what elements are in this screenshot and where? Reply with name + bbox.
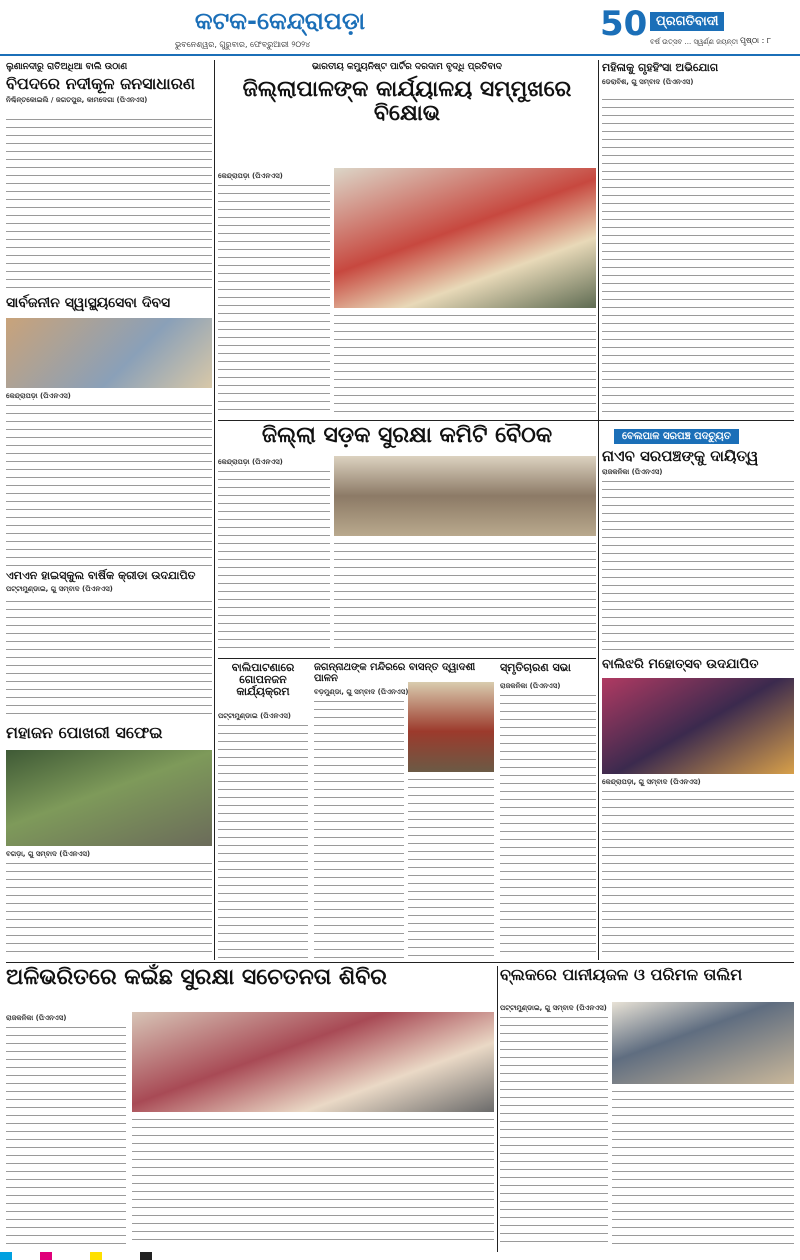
article-headline: ବିପଦରେ ନଦୀକୂଳ ଜନସାଧାରଣ bbox=[6, 74, 195, 93]
article-protest bbox=[218, 62, 596, 417]
article-kicker: ଭାରତୀୟ କମ୍ୟୁନିଷ୍ଟ ପାର୍ଟିର ଦରଦାମ ବୃଦ୍ଧି ପ୍ରତିବାଦ bbox=[312, 62, 502, 72]
article-body bbox=[6, 860, 212, 958]
article-headline: ମହାଜନ ପୋଖରୀ ସଫେଇ bbox=[6, 723, 163, 742]
article-headline: ଏମଏନ ହାଇସ୍କୁଲ ବାର୍ଷିକ କ୍ରୀଡା ଉଦଯାପିତ bbox=[6, 569, 196, 582]
article-body-2 bbox=[334, 540, 596, 652]
masthead bbox=[0, 0, 800, 56]
article-body bbox=[602, 788, 794, 958]
training-photo bbox=[612, 1002, 794, 1084]
article-byline: କେନ୍ଦ୍ରାପଡ଼ା (ପିଏନଏସ) bbox=[6, 392, 71, 400]
article-body-2 bbox=[408, 776, 494, 958]
article-byline: ପଟ୍ଟାମୁଣ୍ଡାଇ (ପିଏନଏସ) bbox=[218, 712, 291, 720]
article-headline: ବାଲିପାଟଣାରେ ଗୋପନଜନ କାର୍ଯ୍ୟକ୍ରମ bbox=[231, 661, 295, 699]
article-body bbox=[602, 478, 794, 654]
article-body bbox=[500, 1014, 608, 1246]
article-balijhari bbox=[602, 658, 794, 958]
logo-number: 50 bbox=[600, 4, 648, 44]
article-health-day bbox=[6, 296, 212, 566]
article-body-2 bbox=[612, 1088, 794, 1246]
article-headline: ବାଲିଝରି ମହୋତ୍ସବ ଉଦଯାପିତ bbox=[602, 657, 759, 672]
article-domestic-violence bbox=[602, 62, 794, 417]
article-headline: ସ୍ମୃତିଚାରଣ ସଭା bbox=[500, 661, 571, 674]
health-day-photo bbox=[6, 318, 212, 388]
road-safety-meeting-photo bbox=[334, 456, 596, 536]
logo-name: ପ୍ରଗତିବାଦୀ bbox=[650, 12, 724, 31]
article-sarpanch bbox=[602, 424, 794, 654]
article-water-training bbox=[500, 966, 794, 1246]
article-body-2 bbox=[132, 1116, 494, 1246]
divider bbox=[218, 420, 794, 421]
registration-marks bbox=[0, 1252, 800, 1260]
turtle-camp-photo bbox=[132, 1012, 494, 1112]
article-byline: ନିଶ୍ଚିନ୍ତକୋଇଲି / ଜଗତପୁର, କାମଦେଗା (ପିଏନଏସ) bbox=[6, 95, 148, 104]
pond-cleaning-photo bbox=[6, 750, 212, 846]
article-byline: ପଟ୍ଟାମୁଣ୍ଡାଇ, ଗୁ ସମ୍ବାଦ (ପିଏନଏସ) bbox=[6, 585, 113, 594]
article-byline: ପଟ୍ଟାମୁଣ୍ଡାଇ, ଗୁ ସମ୍ବାଦ (ପିଏନଏସ) bbox=[500, 1004, 607, 1012]
section-tag: ବେଲପାଳ ସରପଞ୍ଚ ପଦଚ୍ୟୁତ bbox=[614, 429, 739, 444]
article-body bbox=[500, 692, 596, 958]
article-sand-mining bbox=[6, 62, 212, 294]
divider bbox=[6, 962, 794, 963]
article-body bbox=[218, 468, 330, 648]
article-sports bbox=[6, 570, 212, 720]
article-byline: କେନ୍ଦ୍ରାପଡ଼ା (ପିଏନଏସ) bbox=[218, 458, 283, 466]
article-byline: କେନ୍ଦ୍ରାପଡ଼ା (ପିଏନଏସ) bbox=[218, 172, 283, 180]
article-headline: ଜିଲ୍ଲାପାଳଙ୍କ କାର୍ଯ୍ୟାଳୟ ସମ୍ମୁଖରେ ବିକ୍ଷୋଭ bbox=[242, 77, 572, 127]
article-headline: ଜିଲ୍ଲା ସଡ଼କ ସୁରକ୍ଷା କମିଟି ବୈଠକ bbox=[261, 423, 553, 448]
festival-stage-photo bbox=[602, 678, 794, 774]
article-body bbox=[6, 1024, 126, 1246]
article-byline: ରାଜକନିକା (ପିଏନଏସ) bbox=[6, 1014, 67, 1022]
article-body bbox=[6, 402, 212, 566]
article-body bbox=[6, 116, 212, 294]
article-headline: ସାର୍ବଜନୀନ ସ୍ୱାସ୍ଥ୍ୟସେବା ଦିବସ bbox=[6, 295, 171, 311]
article-headline: ମହିଳାକୁ ଗୃହହିଂସା ଅଭିଯୋଗ bbox=[602, 61, 719, 74]
temple-altar-photo bbox=[408, 682, 494, 772]
article-headline: ନାଏବ ସରପଞ୍ଚଙ୍କୁ ଦାୟିତ୍ୱ bbox=[602, 447, 759, 465]
article-pond bbox=[6, 724, 212, 958]
article-body bbox=[218, 722, 308, 958]
divider bbox=[218, 658, 596, 659]
logo-tag: ବର୍ଷ ଉତ୍ସବ ... ସ୍ୱର୍ଣ୍ଣ ଜୟନ୍ତୀ bbox=[650, 38, 739, 46]
article-kicker: ଲୁଣାନଦୀରୁ ରାତିଅଧିଆ ବାଲି ଉଠାଣ bbox=[6, 62, 128, 72]
article-memorial bbox=[500, 662, 596, 958]
article-turtle-camp bbox=[6, 966, 494, 1246]
column-rule bbox=[214, 60, 215, 960]
article-byline: ରାଜକନିକା (ପିଏନଏସ) bbox=[500, 682, 561, 690]
article-headline: ବ୍ଲକରେ ପାନୀୟଜଳ ଓ ପରିମଳ ତାଲିମ bbox=[500, 965, 743, 984]
article-body bbox=[602, 96, 794, 416]
article-body bbox=[314, 698, 404, 958]
protest-banner-photo bbox=[334, 168, 596, 308]
article-body bbox=[6, 598, 212, 720]
article-byline: ବଡ଼ମୁଣ୍ଡା, ଗୁ ସମ୍ବାଦ (ପିଏନଏସ) bbox=[314, 688, 409, 696]
dateline: ଭୁବନେଶ୍ୱର, ଗୁରୁବାର, ଫେବ୍ରୁଆରୀ ୨୦୨୪ bbox=[175, 40, 311, 49]
article-byline: ଡେରାବିଶ, ଗୁ ସମ୍ବାଦ (ପିଏନଏସ) bbox=[602, 78, 694, 87]
article-byline: ରାଜକନିକା (ପିଏନଏସ) bbox=[602, 467, 663, 476]
column-rule bbox=[598, 60, 599, 960]
edition-title: କଟକ-କେନ୍ଦ୍ରାପଡ଼ା bbox=[70, 4, 490, 38]
article-headline: ଅଳିଭରିତରେ କଇଁଛ ସୁରକ୍ଷା ସଚେତନତା ଶିବିର bbox=[6, 965, 387, 990]
article-byline: ବଗଡ଼ା, ଗୁ ସମ୍ବାଦ (ପିଏନଏସ) bbox=[6, 850, 91, 858]
article-road-safety bbox=[218, 424, 596, 654]
article-balipatana bbox=[218, 662, 308, 958]
newspaper-logo bbox=[600, 4, 760, 52]
article-body-2 bbox=[334, 312, 596, 412]
column-rule bbox=[497, 966, 498, 1256]
article-headline: ଜଗନ୍ନାଥଙ୍କ ମନ୍ଦିରରେ ବାସନ୍ତ ଦ୍ୱାଦଶୀ ପାଳନ bbox=[314, 662, 476, 684]
page-number: ପୃଷ୍ଠା : ୮ bbox=[740, 36, 772, 45]
article-body bbox=[218, 182, 330, 412]
article-jagannath bbox=[314, 662, 494, 958]
article-byline: କେନ୍ଦ୍ରାପଡ଼ା, ଗୁ ସମ୍ବାଦ (ପିଏନଏସ) bbox=[602, 778, 701, 786]
